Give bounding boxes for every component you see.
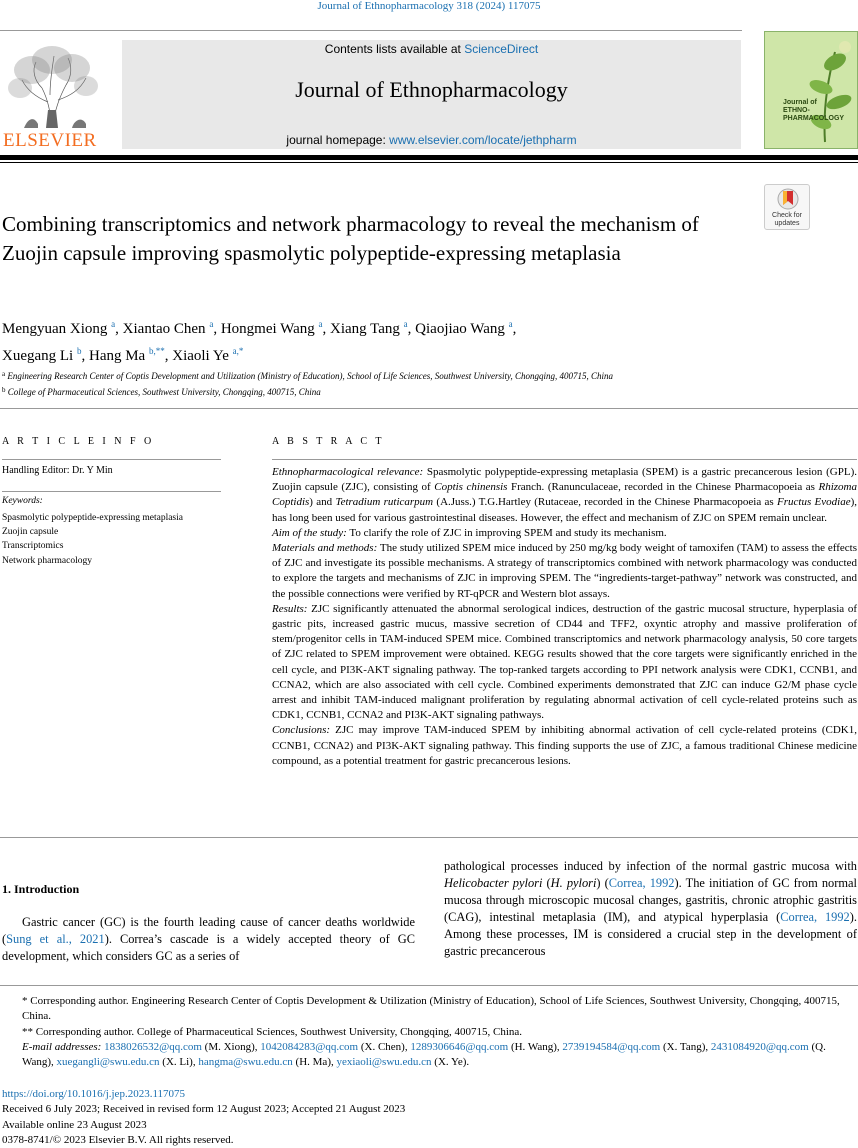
drug-name: Rhizoma Coptidis	[272, 481, 857, 509]
abstract-text: ZJC may improve TAM-induced SPEM by inhibiting abnormal activation of cell cycle-related proteins (CDK1, CCNB1, CCNA2) and PI3K-AKT signaling pathway. This finding supports the use of ZJC, a famous traditional Chinese medicine compound, as a potential treatment for gastric precancerous lesions.	[272, 724, 857, 767]
affiliation-text: College of Pharmaceutical Sciences, Southwest University, Chongqing, 400715, China	[7, 387, 321, 397]
abstract-results	[272, 602, 857, 724]
intro-text: Gastric cancer (GC) is the fourth leading cause of cancer deaths worldwide (	[2, 915, 415, 946]
abstract-end-rule	[0, 837, 858, 838]
author-name[interactable]: Xuegang Li	[2, 348, 74, 364]
keywords-list	[2, 511, 183, 568]
abstract-text: Spasmolytic polypeptide-expressing metaplasia (SPEM) is a gastric precancerous lesion (GPL). Zuojin capsule (ZJC), consisting of	[272, 466, 857, 494]
intro-text: (	[542, 876, 551, 890]
author-affiliation-mark[interactable]: a	[403, 319, 408, 329]
abstract-section-label: Aim of the study:	[272, 526, 347, 539]
abstract-text: ZJC significantly attenuated the abnormal serological indices, destruction of the gastric mucosal structure, hyperplasia of gastric pits, increased gastric mucus, massive secretion of CD44 and TFF2, oxyntic atrophy and massive proliferation of stem/progenitor cells in TAM-induced SPEM mice. Combined transcriptomics and network pharmacology analysis, 50 core targets of ZJC related to SPEM improvement were obtained. KEGG results showed that the core targets were significantly enriched in the cell cycle, and PI3K-AKT signaling pathway. The top-ranked targets according to PPI network analysis were CDK1, CCNB1, and CCNA2, which are also associated with cell cycle. Combined experiments demonstrated that ZJC can induce G2/M phase cycle arrest and inhibit TAM-induced malignant proliferation by regulating abnormal activation of cell cycle-related proteins such as CDK1, CCNB1, CCNA2 and PI3K-AKT signaling pathways.	[272, 602, 857, 722]
contents-line	[122, 42, 741, 56]
species-name: Coptis chinensis	[434, 481, 508, 494]
handling-editor: Handling Editor: Dr. Y Min	[2, 465, 113, 476]
journal-title: Journal of Ethnopharmacology	[295, 77, 568, 102]
copyright: 0378-8741/© 2023 Elsevier B.V. All rights reserved.	[2, 1133, 234, 1146]
footnote-mark: *	[22, 995, 28, 1007]
email-link[interactable]: 2431084920@qq.com	[710, 1040, 809, 1053]
author-affiliation-mark[interactable]: b	[76, 346, 82, 356]
abstract-aim	[272, 526, 857, 541]
author-affiliation-mark[interactable]: a	[111, 319, 116, 329]
abstract-conclusions	[272, 723, 857, 769]
author-name[interactable]: Xiaoli Ye	[172, 348, 229, 364]
author-name[interactable]: Hongmei Wang	[220, 321, 315, 337]
footnote-mark: **	[22, 1025, 33, 1038]
affiliation-b	[2, 383, 842, 399]
journal-homepage-link[interactable]: www.elsevier.com/locate/jethpharm	[389, 133, 577, 147]
journal-cover-thumbnail[interactable]	[764, 31, 858, 149]
footnote-corresponding-2	[2, 1025, 856, 1040]
article-info-rule	[2, 459, 221, 460]
abstract-heading: A B S T R A C T	[272, 436, 385, 447]
author-name[interactable]: Qiaojiao Wang	[415, 321, 505, 337]
author-affiliation-mark[interactable]: a	[508, 319, 513, 329]
article-info-heading: A R T I C L E I N F O	[2, 436, 155, 447]
email-link[interactable]: yexiaoli@swu.edu.cn	[336, 1056, 432, 1069]
header-thin-rule	[0, 162, 858, 163]
footnote-corresponding-1	[2, 994, 856, 1025]
abstract-section-label: Materials and methods:	[272, 542, 378, 555]
article-info-rule	[2, 491, 221, 492]
abstract-section-label: Results:	[272, 602, 308, 615]
affiliations	[2, 367, 842, 399]
abstract-relevance	[272, 465, 857, 526]
keyword-item: Network pharmacology	[2, 555, 92, 566]
email-owner: (M. Xiong),	[201, 1040, 261, 1053]
species-name: H. pylori	[550, 876, 597, 890]
homepage-line	[122, 133, 741, 147]
email-link[interactable]: 1838026532@qq.com	[104, 1040, 202, 1053]
affiliation-a	[2, 367, 842, 383]
cover-title: Journal of ETHNO- PHARMACOLOGY	[783, 99, 845, 122]
email-owner: (X. Tang),	[660, 1040, 711, 1053]
author-affiliation-mark[interactable]: a,*	[232, 346, 244, 356]
author-name[interactable]: Xiantao Chen	[122, 321, 206, 337]
author-affiliation-mark[interactable]: a	[318, 319, 323, 329]
introduction-heading: 1. Introduction	[2, 882, 80, 896]
header-top-rule	[0, 30, 742, 31]
title-block-rule	[0, 408, 858, 409]
keywords-heading: Keywords:	[2, 496, 43, 506]
check-for-updates-label: Check for updates	[772, 212, 802, 227]
email-link[interactable]: hangma@swu.edu.cn	[198, 1056, 293, 1069]
email-link[interactable]: 1289306646@qq.com	[410, 1040, 509, 1053]
email-link[interactable]: xuegangli@swu.edu.cn	[56, 1056, 160, 1069]
received-dates: Received 6 July 2023; Received in revised form 12 August 2023; Accepted 21 August 2023	[2, 1103, 406, 1116]
email-owner: (X. Chen),	[358, 1040, 411, 1053]
author-affiliation-mark[interactable]: a	[209, 319, 214, 329]
abstract-section-label: Ethnopharmacological relevance:	[272, 466, 424, 478]
cover-plant-illustration-icon	[765, 32, 858, 149]
publication-info	[2, 1087, 405, 1148]
affiliation-mark: b	[2, 386, 6, 394]
abstract-text: To clarify the role of ZJC in improving SPEM and study its mechanism.	[346, 526, 667, 539]
contents-prefix: Contents lists available at	[324, 42, 465, 56]
abstract-text: (A.Juss.) T.G.Hartley (Rutaceae, recorded in the Chinese Pharmacopoeia as	[433, 496, 778, 509]
affiliation-mark: a	[2, 370, 6, 378]
email-owner: (H. Wang),	[508, 1040, 563, 1053]
species-name: Tetradium ruticarpum	[335, 496, 434, 509]
author-affiliation-mark[interactable]: b,**	[148, 346, 165, 356]
abstract-text: ), has long been used for various gastrointestinal diseases. However, the effect and mechanism of ZJC on SPEM remain unclear.	[272, 496, 858, 524]
abstract-rule	[272, 459, 857, 460]
email-owner: (H. Ma),	[292, 1056, 337, 1069]
footnote-emails	[2, 1040, 856, 1071]
journal-citation[interactable]: Journal of Ethnopharmacology 318 (2024) 117075	[317, 0, 541, 12]
footnotes	[2, 994, 856, 1070]
author-name[interactable]: Mengyuan Xiong	[2, 321, 108, 337]
abstract-body	[272, 465, 857, 769]
email-owner: (X. Li),	[159, 1056, 199, 1069]
header-thick-rule	[0, 155, 858, 160]
intro-text: ). Among these processes, IM is considered a crucial step in the development of gastric precancerous	[444, 910, 857, 958]
email-label: E-mail addresses:	[22, 1040, 102, 1053]
intro-text: pathological processes induced by infection of the normal gastric mucosa with	[444, 859, 857, 873]
intro-column-right	[444, 858, 857, 960]
keyword-item: Zuojin capsule	[2, 527, 59, 538]
email-link[interactable]: 2739194584@qq.com	[562, 1040, 661, 1053]
email-link[interactable]: 1042084283@qq.com	[260, 1040, 359, 1053]
footnote-rule	[0, 985, 858, 986]
intro-text: ). The initiation of GC from normal mucosa through microscopic mucosal changes, gastritis, chronic atrophic gastritis (CAG), intestinal metaplasia (IM), and atypical hyperplasia (	[444, 876, 857, 924]
author-name[interactable]: Xiang Tang	[329, 321, 400, 337]
citation-link[interactable]: Correa, 1992	[608, 876, 675, 890]
abstract-section-label: Conclusions:	[272, 724, 331, 737]
intro-text: ) (	[596, 876, 609, 890]
available-online: Available online 23 August 2023	[2, 1118, 147, 1131]
email-owner: (Q. Wang),	[22, 1040, 826, 1069]
drug-name: Fructus Evodiae	[777, 496, 851, 509]
footnote-text: Corresponding author. Engineering Research Center of Coptis Development & Utilization (Ministry of Education), School of Life Sciences, Southwest University, Chongqing, 400715, China.	[22, 995, 840, 1023]
article-title: Combining transcriptomics and network pharmacology to reveal the mechanism of Zuojin capsule improving spasmolytic polypeptide-expressing metaplasia	[2, 212, 699, 265]
elsevier-wordmark: ELSEVIER	[3, 130, 97, 151]
affiliation-text: Engineering Research Center of Coptis Development and Utilization (Ministry of Education), School of Life Sciences, Southwest University, Chongqing, 400715, China	[7, 371, 613, 381]
email-owner: (X. Ye).	[431, 1056, 470, 1069]
intro-text: ). Correa’s cascade is a widely accepted theory of GC development, which considers GC as a series of	[2, 932, 415, 963]
abstract-text: ) and	[309, 496, 336, 509]
abstract-text: The study utilized SPEM mice induced by 250 mg/kg body weight of tamoxifen (TAM) to assess the effects of ZJC and investigate its possible mechanisms. A strategy of transcriptomics combined with network pharmacology was conducted to explore the targets and mechanisms of ZJC in improving SPEM. The “ingredients-target-pathway” network was constructed, and the possible connections were verified by RT-qPCR and Western blot assays.	[272, 542, 857, 600]
citation-link[interactable]: Correa, 1992	[780, 910, 850, 924]
abstract-text: Franch. (Ranunculaceae, recorded in the Chinese Pharmacopoeia as	[507, 481, 819, 494]
author-list: Mengyuan Xiong $^a$, Xiantao Chen $^a$, Hongmei Wang $^a$, Xiang Tang $^a$, Qiaojiao Wang $^a$, Xuegang Li $^b$, Hang Ma $^{b,**}$, Xiaoli Ye $^{a,*}$	[2, 319, 517, 364]
intro-column-left	[2, 914, 415, 965]
check-updates-bookmark-icon	[765, 185, 811, 213]
homepage-prefix: journal homepage:	[286, 133, 390, 147]
sciencedirect-link[interactable]: ScienceDirect	[464, 42, 539, 56]
footnote-text: Corresponding author. College of Pharmaceutical Sciences, Southwest University, Chongqing, 400715, China.	[33, 1025, 523, 1038]
abstract-methods	[272, 541, 857, 602]
author-name[interactable]: Hang Ma	[88, 348, 146, 364]
species-name: Helicobacter pylori	[444, 876, 543, 890]
doi-link[interactable]: https://doi.org/10.1016/j.jep.2023.117075	[2, 1088, 186, 1100]
keyword-item: Transcriptomics	[2, 541, 64, 552]
citation-link[interactable]: Sung et al., 2021	[6, 932, 105, 946]
keyword-item: Spasmolytic polypeptide-expressing metaplasia	[2, 513, 183, 523]
